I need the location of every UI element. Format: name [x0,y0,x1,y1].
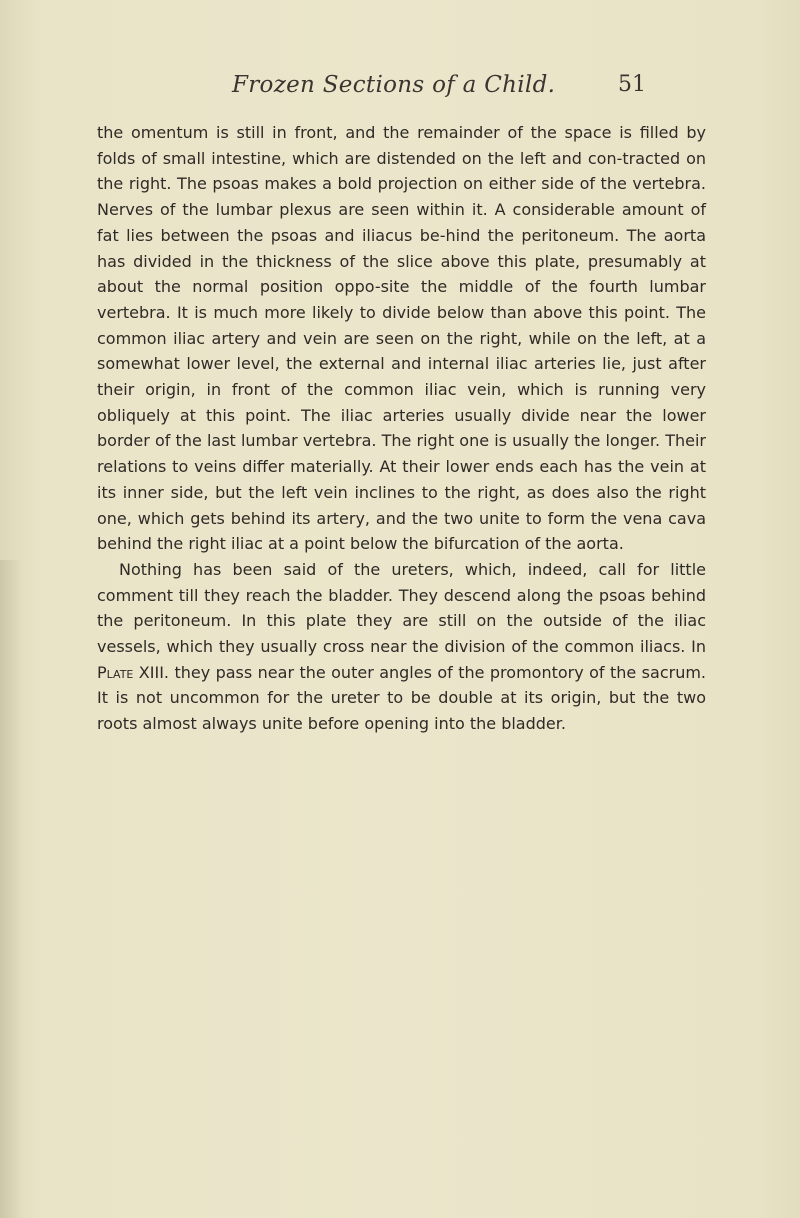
paragraph-2-text-after: XIII. they pass near the outer angles of the promontory of the sacrum. It is not uncommon for the ureter to be double at its origin, but the two roots almost always unite before opening into the bladder. [97,662,706,734]
paragraph-2 [97,557,706,737]
body-text [97,120,706,737]
running-head [0,72,800,112]
paragraph-1: the omentum is still in front, and the remainder of the space is filled by folds of small intestine, which are distended on the left and con-tracted on the right. The psoas makes a bold projection on either side of the vertebra. Nerves of the lumbar plexus are seen within it. A considerable amount of fat lies between the psoas and iliacus be-hind the peritoneum. The aorta has divided in the thickness of the slice above this plate, presumably at about the normal position oppo-site the middle of the fourth lumbar vertebra. It is much more likely to divide below than above this point. The common iliac artery and vein are seen on the right, while on the left, at a somewhat lower level, the external and internal iliac arteries lie, just after their origin, in front of the common iliac vein, which is running very obliquely at this point. The iliac arteries usually divide near the lower border of the last lumbar vertebra. The right one is usually the longer. Their relations to veins differ materially. At their lower ends each has the vein at its inner side, but the left vein inclines to the right, as does also the right one, which gets behind its artery, and the two unite to form the vena cava behind the right iliac at a point below the bifurcation of the aorta. [97,123,706,554]
page-number: 51 [618,72,646,97]
running-head-title: Frozen Sections of a Child. [232,72,556,98]
paragraph-2-text-before: Nothing has been said of the ureters, which, indeed, call for little comment till they reach the bladder. They descend along the psoas behind the peritoneum. In this plate they are still on the outside of the iliac vessels, which they usually cross near the division of the common iliacs. In [97,559,706,657]
plate-reference: Plate [97,662,134,682]
page-edge-shadow [0,560,22,1218]
